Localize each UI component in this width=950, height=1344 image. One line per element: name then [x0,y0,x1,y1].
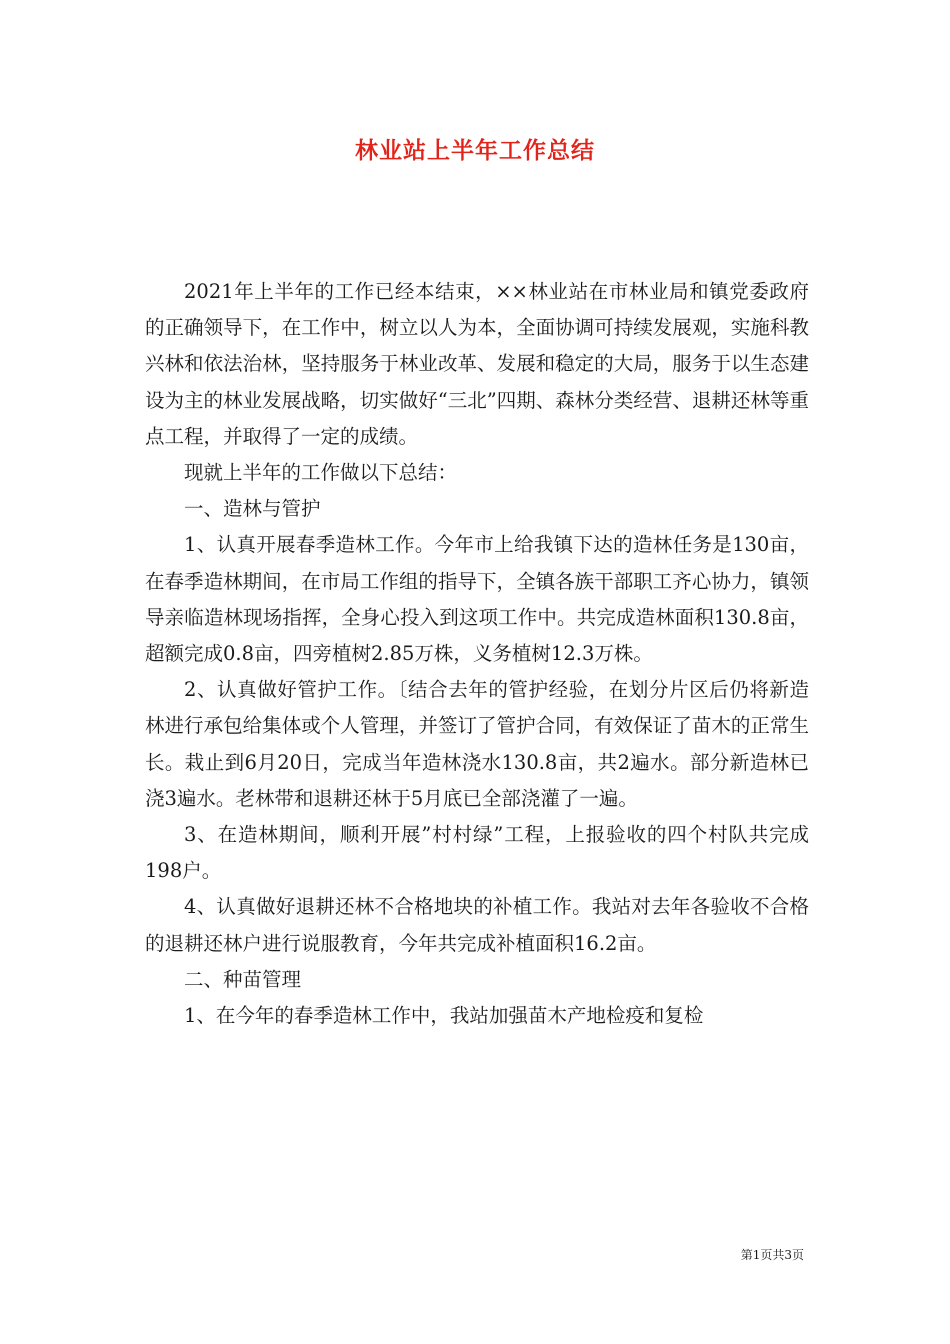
paragraph-intro: 2021年上半年的工作已经本结束，××林业站在市林业局和镇党委政府的正确领导下，在工作中，树立以人为本，全面协调可持续发展观，实施科教兴林和依法治林，坚持服务于林业改革、发展和稳定的大局，服务于以生态建设为主的林业发展战略，切实做好“三北”四期、森林分类经营、退耕还林等重点工程，并取得了一定的成绩。 [145,280,809,448]
paragraph-item-2: 2、认真做好管护工作。〔结合去年的管护经验，在划分片区后仍将新造林进行承包给集体或个人管理，并签订了管护合同，有效保证了苗木的正常生长。栽止到6月20日，完成当年造林浇水130.8亩，共2遍水。部分新造林已浇3遍水。老林带和退耕还林于5月底已全部浇灌了一遍。 [145,678,809,810]
section-heading-seedlings: 二、种苗管理 [184,967,302,991]
paragraph-item-4: 4、认真做好退耕还林不合格地块的补植工作。我站对去年各验收不合格的退耕还林户进行说服教育，今年共完成补植面积16.2亩。 [145,895,809,955]
document-title: 林业站上半年工作总结 [355,138,595,164]
paragraph-seedling-item-1: 1、在今年的春季造林工作中，我站加强苗木产地检疫和复检 [184,1004,704,1028]
paragraph-item-1: 1、认真开展春季造林工作。今年市上给我镇下达的造林任务是130亩，在春季造林期间，在市局工作组的指导下，全镇各族干部职工齐心协力，镇领导亲临造林现场指挥，全身心投入到这项工作中。共完成造林面积130.8亩，超额完成0.8亩，四旁植树2.85万株，义务植树12.3万株。 [145,533,809,666]
page-number: 第1页共3页 [740,1248,804,1262]
section-heading-afforestation: 一、造林与管护 [184,497,321,521]
document-body [145,274,809,1034]
paragraph-item-3: 3、在造林期间，顺利开展”村村绿”工程，上报验收的四个村队共完成198户。 [145,823,809,883]
paragraph-summary-lead: 现就上半年的工作做以下总结： [184,461,458,485]
